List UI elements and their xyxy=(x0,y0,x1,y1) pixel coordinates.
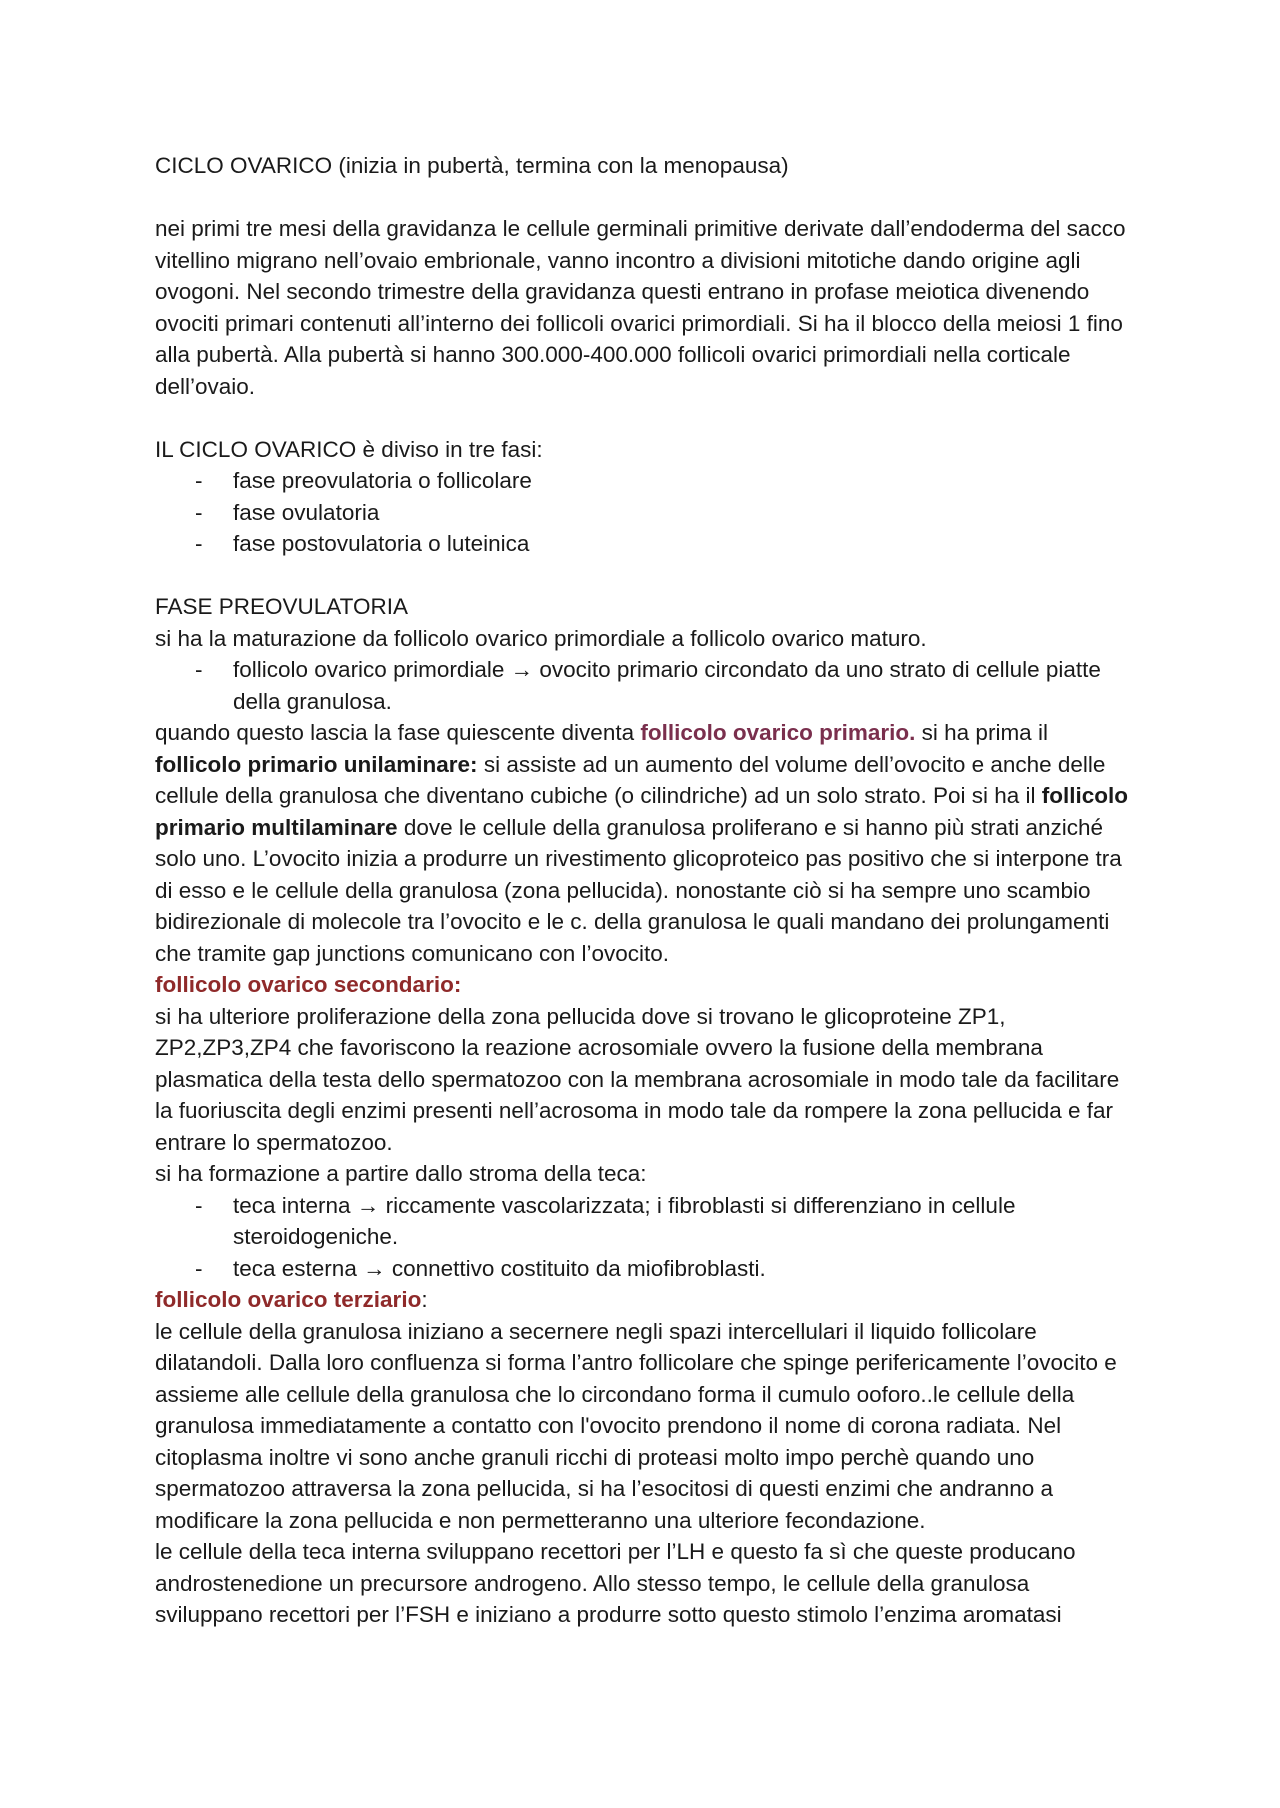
intro-paragraph: nei primi tre mesi della gravidanza le cellule germinali primitive derivate dall’endoderma del sacco vitellino migrano nell’ovaio embrionale, vanno incontro a divisioni mitotiche dando origine agli ovogoni. Nel secondo trimestre della gravidanza questi entrano in profase meiotica divenendo ovociti primari contenuti all’interno dei follicoli ovarici primordiali. Si ha il blocco della meiosi 1 fino alla pubertà. Alla pubertà si hanno 300.000-400.000 follicoli ovarici primordiali nella corticale dell’ovaio. xyxy=(155,216,1126,399)
list-item: - teca interna → riccamente vascolarizzata; i fibroblasti si differenziano in cellule steroidogeniche. xyxy=(155,1190,1140,1253)
preovulatory-intro: si ha la maturazione da follicolo ovarico primordiale a follicolo ovarico maturo. xyxy=(155,625,927,651)
tertiary-follicle-heading: follicolo ovarico terziario: xyxy=(155,1287,428,1312)
primordial-list xyxy=(155,654,1140,717)
document-body xyxy=(155,150,1140,1631)
primary-follicle-paragraph: quando questo lascia la fase quiescente diventa follicolo ovarico primario. si ha prima il follicolo primario unilaminare: si assiste ad un aumento del volume dell’ovocito e anche delle cellule della granulosa che diventano cubiche (o cilindriche) ad un solo strato. Poi si ha il follicolo primario multilaminare dove le cellule della granulosa proliferano e si hanno più strati anziché solo uno. L’ovocito inizia a produrre un rivestimento glicoproteico pas positivo che si interpone tra di esso e le cellule della granulosa (zona pellucida). nonostante ciò si ha sempre uno scambio bidirezionale di molecole tra l’ovocito e le c. della granulosa le quali mandano dei prolungamenti che tramite gap junctions comunicano con l’ovocito. xyxy=(155,720,1129,966)
unilaminar-term: follicolo primario unilaminare: xyxy=(155,751,478,777)
page-title: CICLO OVARICO (inizia in pubertà, termina con la menopausa) xyxy=(155,153,789,178)
secondary-follicle-text: si ha ulteriore proliferazione della zona pellucida dove si trovano le glicoproteine ZP1, ZP2,ZP3,ZP4 che favoriscono la reazione acrosomiale ovvero la fusione della membrana plasmatica della testa dello spermatozoo con la membrana acrosomiale in modo tale da facilitare la fuoriuscita degli enzimi presenti nell’acrosoma in modo tale da rompere la zona pellucida e far entrare lo spermatozoo. xyxy=(155,1003,1120,1155)
preovulatory-heading: FASE PREOVULATORIA xyxy=(155,594,408,619)
theca-receptors-text: le cellule della teca interna sviluppano recettori per l’LH e questo fa sì che queste producano androstenedione un precursore androgeno. Allo stesso tempo, le cellule della granulosa sviluppano recettori per l’FSH e iniziano a produrre sotto questo stimolo l’enzima aromatasi xyxy=(155,1539,1076,1627)
primary-follicle-term: follicolo ovarico primario. xyxy=(640,720,916,745)
list-item: - teca esterna → connettivo costituito da miofibroblasti. xyxy=(155,1253,1140,1285)
phases-heading: IL CICLO OVARICO è diviso in tre fasi: xyxy=(155,436,543,462)
list-item: - fase preovulatoria o follicolare xyxy=(155,465,1140,497)
secondary-follicle-heading: follicolo ovarico secondario: xyxy=(155,972,462,997)
multilaminar-term: follicolo primario multilaminare xyxy=(155,783,1129,840)
list-item: - follicolo ovarico primordiale → ovocito primario circondato da uno strato di cellule piatte della granulosa. xyxy=(155,654,1140,717)
list-item: - fase ovulatoria xyxy=(155,497,1140,529)
tertiary-follicle-text: le cellule della granulosa iniziano a secernere negli spazi intercellulari il liquido follicolare dilatandoli. Dalla loro confluenza si forma l’antro follicolare che spinge perifericamente l’ovocito e assieme alle cellule della granulosa che lo circondano forma il cumulo ooforo..le cellule della granulosa immediatamente a contatto con l'ovocito prendono il nome di corona radiata. Nel citoplasma inoltre vi sono anche granuli ricchi di proteasi molto impo perchè quando uno spermatozoo attraversa la zona pellucida, si ha l’esocitosi di questi enzimi che andranno a modificare la zona pellucida e non permetteranno una ulteriore fecondazione. xyxy=(155,1318,1117,1533)
theca-list xyxy=(155,1190,1140,1285)
list-item: - fase postovulatoria o luteinica xyxy=(155,528,1140,560)
phases-list xyxy=(155,465,1140,560)
theca-intro: si ha formazione a partire dallo stroma della teca: xyxy=(155,1161,647,1186)
